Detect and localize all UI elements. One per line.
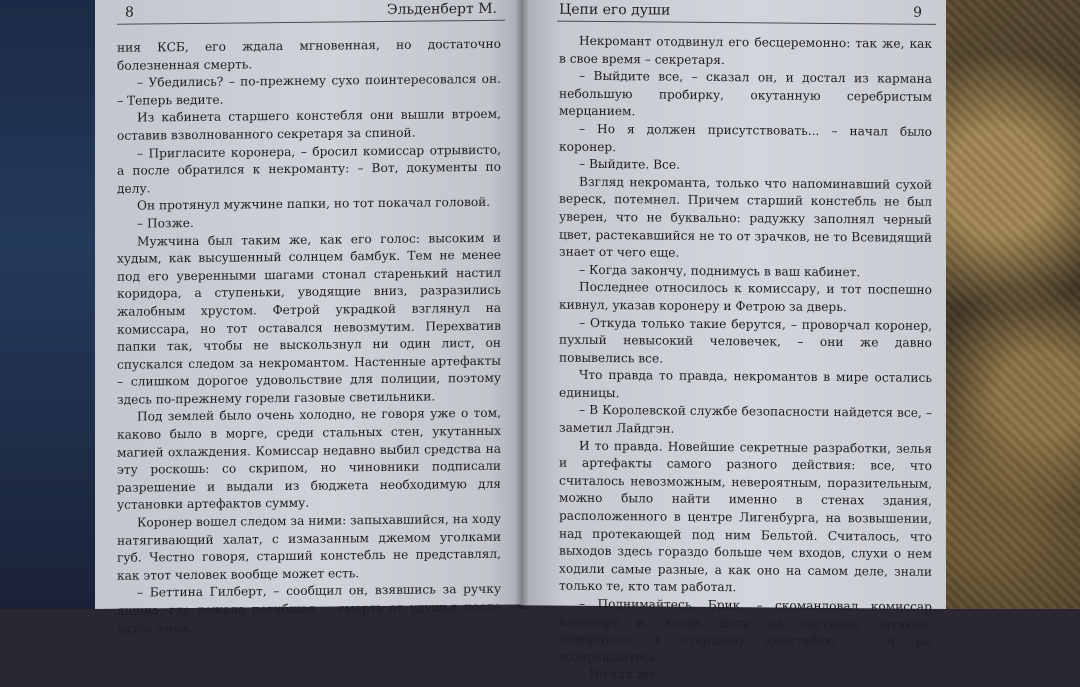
right-page-text [559, 33, 932, 687]
paragraph: – Поднимайтесь, Брик, – скомандовал комиссар коронеру и, когда шаги на лестнице затихли, повернулся к старшему констеблю. – А вы возвращайтесь. [559, 596, 932, 665]
left-page-number: 8 [125, 4, 134, 21]
left-running-head: Эльденберт М. [386, 0, 497, 18]
paragraph: Взгляд некроманта, только что напоминавший сухой вереск, потемнел. Причем старший констебль не был уверен, что не буквально: радужку заполнял черный цвет, растекавшийся не то от зрачков, не то Всевидящий знает от чего еще. [559, 174, 932, 260]
right-page-number: 9 [913, 4, 922, 21]
left-page [95, 0, 523, 636]
paragraph: Что правда то правда, некромантов в мире остались единицы. [559, 368, 932, 401]
paragraph: – В Королевской службе безопасности найдется все, – заметил Лайдгэн. [559, 403, 932, 436]
paragraph: – Убедились? – по-прежнему сухо поинтересовался он. – Теперь ведите. [117, 71, 501, 108]
right-page [521, 0, 946, 682]
paragraph: – Беттина Гилберт, – сообщил он, взявшись за ручку ящика, где лежала погибшая, – смерть от удушья после укуса змеи... [117, 582, 501, 636]
paragraph: Коронер вошел следом за ними: запыхавшийся, на ходу натягивающий халат, с измазанным джемом уголками губ. Честно говоря, старший констебль не представлял, как этот человек вообще может есть. [117, 511, 501, 583]
paragraph: – Пригласите коронера, – бросил комиссар отрывисто, а после обратился к некроманту: – Вот, документы по делу. [117, 142, 501, 196]
paragraph: – Выйдите. Все. [579, 156, 680, 172]
paragraph: – Когда закончу, поднимусь в ваш кабинет. [579, 262, 861, 279]
paragraph: Мужчина был таким же, как его голос: высоким и худым, как высушенный солнцем бамбук. Тем не менее под его уверенными шагами стонал старенький настил коридора, а ступеньки, уводящие вниз, разразились жалобным хрустом. Фетрой украдкой взглянул на комиссара, но тот оставался невозмутим. Перехватив папки так, чтобы не выскользнул ни один лист, он спускался следом за некромантом. Настенные артефакты – слишком дорогое удовольствие для полиции, поэтому здесь по-прежнему горели газовые светильники. [117, 230, 501, 407]
background-right-fabric [945, 0, 1080, 609]
paragraph: – Но как же... [579, 667, 668, 682]
paragraph: Некромант отодвинул его бесцеремонно: так же, как в свое время – секретаря. [559, 33, 932, 67]
left-page-header [117, 0, 505, 25]
paragraph: Последнее относилось к комиссару, и тот поспешно кивнул, указав коронеру и Фетрою за дверь. [559, 280, 932, 315]
paragraph: – Откуда только такие берутся, – проворчал коронер, пухлый невысокий человечек, – они же давно повывелись все. [559, 315, 932, 366]
paragraph: – Позже. [137, 215, 194, 231]
paragraph: – Но я должен присутствовать... – начал было коронер. [559, 121, 932, 154]
paragraph: Он протянул мужчине папки, но тот покачал головой. [137, 195, 491, 213]
paragraph: ния КСБ, его ждала мгновенная, но достаточно болезненная смерть. [117, 36, 501, 73]
right-running-head: Цепи его души [559, 1, 671, 19]
paragraph: Из кабинета старшего констебля они вышли втроем, оставив взволнованного секретаря за спиной. [117, 107, 501, 143]
paragraph: Под землей было очень холодно, не говоря уже о том, каково было в морге, среди стальных стен, укутанных магией охлаждения. Комиссар недавно выбил средства на эту роскошь: со скрипом, но чиновники подписали разрешение и выдали из бюджета необходимую для установки артефактов сумму. [117, 406, 501, 513]
background-left [0, 0, 95, 609]
paragraph: И то правда. Новейшие секретные разработки, зелья и артефакты самого разного действия: все, что считалось невозможным, невероятным, поразительным, можно было найти именно в стенах здания, расположенного в центре Лигенбурга, на возвышении, над протекающей под ним Бельтой. Считалось, что выходов здесь гораздо больше чем входов, слухи о нем ходили самые разные, а как оно на самом деле, знали только те, кто там работал. [559, 438, 932, 595]
book-gutter [515, 0, 529, 609]
right-page-header [557, 0, 936, 25]
left-page-text [117, 36, 501, 638]
paragraph: – Выйдите все, – сказал он, и достал из кармана небольшую пробирку, окутанную серебристым мерцанием. [559, 68, 932, 119]
